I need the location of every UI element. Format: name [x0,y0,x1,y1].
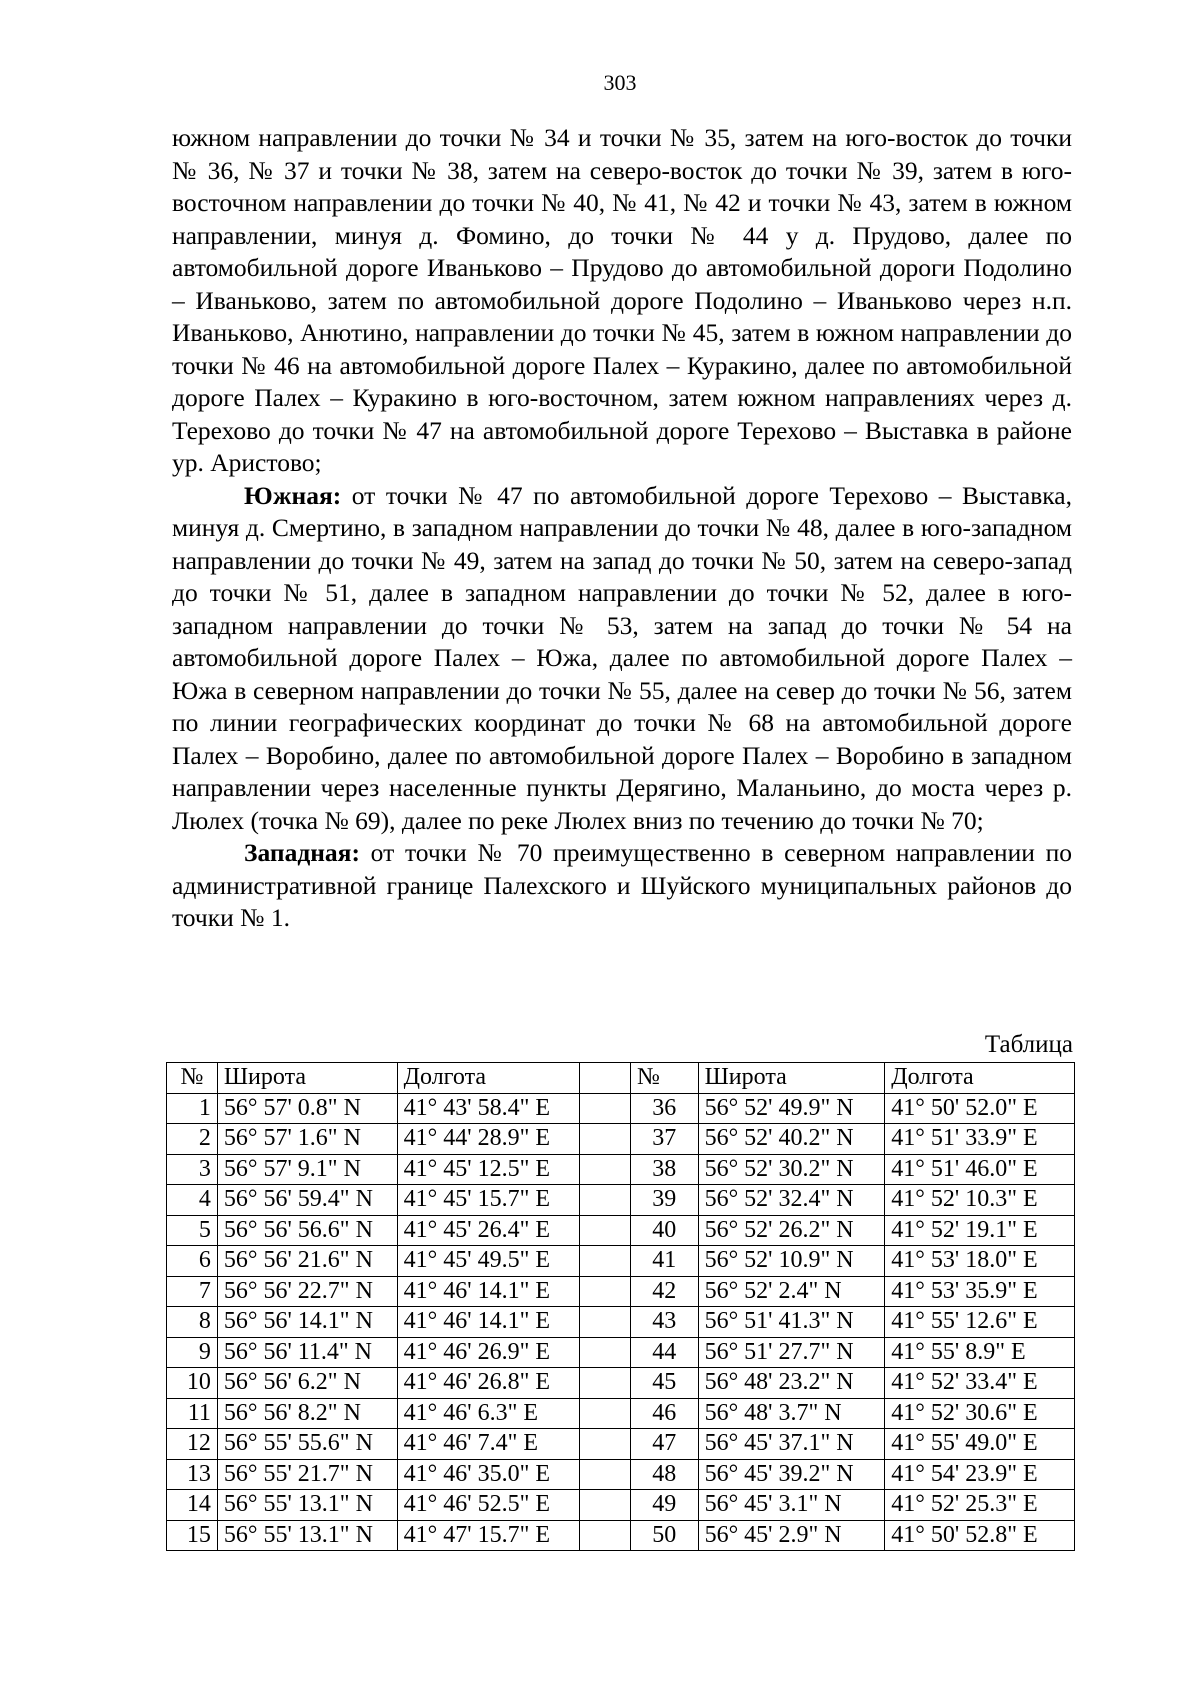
table-row [167,1215,1075,1246]
point-number-2-cell: 44 [630,1337,698,1368]
table-caption: Таблица [984,1031,1073,1058]
longitude-cell: 41° 44' 28.9" E [397,1124,580,1155]
paragraph-continuation [172,122,1072,480]
latitude-2-cell: 56° 45' 37.1" N [698,1429,885,1460]
longitude-2-cell: 41° 50' 52.8" E [885,1520,1075,1551]
header-longitude: Долгота [397,1063,580,1094]
point-number-cell: 6 [167,1246,218,1277]
longitude-cell: 41° 43' 58.4" E [397,1093,580,1124]
spacer-cell [580,1185,631,1216]
latitude-cell: 56° 56' 59.4" N [217,1185,397,1216]
point-number-cell: 1 [167,1093,218,1124]
point-number-2-cell: 40 [630,1215,698,1246]
spacer-cell [580,1337,631,1368]
longitude-cell: 41° 46' 35.0" E [397,1459,580,1490]
longitude-cell: 41° 47' 15.7" E [397,1520,580,1551]
longitude-cell: 41° 46' 7.4" E [397,1429,580,1460]
table-row [167,1337,1075,1368]
table-row [167,1459,1075,1490]
latitude-2-cell: 56° 52' 49.9" N [698,1093,885,1124]
longitude-2-cell: 41° 54' 23.9" E [885,1459,1075,1490]
longitude-2-cell: 41° 52' 30.6" E [885,1398,1075,1429]
spacer-cell [580,1276,631,1307]
paragraph-western-boundary [172,837,1072,935]
latitude-cell: 56° 57' 0.8" N [217,1093,397,1124]
latitude-2-cell: 56° 51' 27.7" N [698,1337,885,1368]
document-body [172,122,1072,935]
latitude-2-cell: 56° 48' 23.2" N [698,1368,885,1399]
spacer-cell [580,1520,631,1551]
point-number-cell: 4 [167,1185,218,1216]
section-heading-southern: Южная: [244,480,342,510]
longitude-2-cell: 41° 52' 10.3" E [885,1185,1075,1216]
longitude-cell: 41° 45' 15.7" E [397,1185,580,1216]
table-row [167,1246,1075,1277]
paragraph-southern-boundary [172,480,1072,838]
point-number-cell: 14 [167,1490,218,1521]
spacer-cell [580,1154,631,1185]
longitude-cell: 41° 46' 26.8" E [397,1368,580,1399]
longitude-2-cell: 41° 55' 8.9" E [885,1337,1075,1368]
latitude-2-cell: 56° 45' 2.9" N [698,1520,885,1551]
longitude-cell: 41° 45' 26.4" E [397,1215,580,1246]
table-row [167,1520,1075,1551]
paragraph-text: от точки № 70 преимущественно в северном направлении по административной границе Палехского и Шуйского муниципальных районов до точки № 1. [172,838,1072,932]
header-latitude: Широта [217,1063,397,1094]
paragraph-text: южном направлении до точки № 34 и точки № 35, затем на юго-восток до точки № 36, № 37 и точки № 38, затем на северо-восток до точки № 39, затем в юго-восточном направлении до точки № 40, № 41, № 42 и точки № 43, затем в южном направлении, минуя д. Фомино, до точки № 44 у д. Прудово, далее по автомобильной дороге Иваньково – Прудово до автомобильной дороги Подолино – Иваньково, затем по автомобильной дороге Подолино – Иваньково через н.п. Иваньково, Анютино, направлении до точки № 45, затем в южном направлении до точки № 46 на автомобильной дороге Палех – Куракино, далее по автомобильной дороге Палех – Куракино в юго-восточном, затем южном направлениях через д. Терехово до точки № 47 на автомобильной дороге Терехово – Выставка в районе ур. Аристово; [172,123,1072,477]
latitude-cell: 56° 56' 56.6" N [217,1215,397,1246]
header-longitude-2: Долгота [885,1063,1075,1094]
longitude-cell: 41° 45' 49.5" E [397,1246,580,1277]
table-row [167,1185,1075,1216]
point-number-2-cell: 43 [630,1307,698,1338]
table-row [167,1429,1075,1460]
spacer-cell [580,1429,631,1460]
longitude-2-cell: 41° 52' 33.4" E [885,1368,1075,1399]
table-row [167,1307,1075,1338]
latitude-cell: 56° 56' 11.4" N [217,1337,397,1368]
point-number-cell: 10 [167,1368,218,1399]
longitude-2-cell: 41° 50' 52.0" E [885,1093,1075,1124]
latitude-cell: 56° 56' 8.2" N [217,1398,397,1429]
point-number-2-cell: 49 [630,1490,698,1521]
point-number-cell: 2 [167,1124,218,1155]
point-number-2-cell: 42 [630,1276,698,1307]
latitude-cell: 56° 57' 1.6" N [217,1124,397,1155]
point-number-2-cell: 41 [630,1246,698,1277]
point-number-2-cell: 48 [630,1459,698,1490]
point-number-2-cell: 50 [630,1520,698,1551]
latitude-2-cell: 56° 45' 39.2" N [698,1459,885,1490]
spacer-cell [580,1368,631,1399]
latitude-cell: 56° 56' 21.6" N [217,1246,397,1277]
spacer-cell [580,1398,631,1429]
point-number-cell: 15 [167,1520,218,1551]
header-number-2: № [630,1063,698,1094]
longitude-2-cell: 41° 55' 12.6" E [885,1307,1075,1338]
point-number-2-cell: 46 [630,1398,698,1429]
latitude-2-cell: 56° 52' 26.2" N [698,1215,885,1246]
table-body [167,1093,1075,1551]
latitude-2-cell: 56° 52' 32.4" N [698,1185,885,1216]
header-latitude-2: Широта [698,1063,885,1094]
latitude-cell: 56° 56' 6.2" N [217,1368,397,1399]
spacer-cell [580,1307,631,1338]
longitude-cell: 41° 46' 14.1" E [397,1307,580,1338]
longitude-2-cell: 41° 51' 33.9" E [885,1124,1075,1155]
spacer-cell [580,1124,631,1155]
point-number-cell: 7 [167,1276,218,1307]
spacer-cell [580,1215,631,1246]
latitude-2-cell: 56° 51' 41.3" N [698,1307,885,1338]
longitude-2-cell: 41° 55' 49.0" E [885,1429,1075,1460]
table-row [167,1368,1075,1399]
point-number-2-cell: 39 [630,1185,698,1216]
latitude-cell: 56° 55' 21.7" N [217,1459,397,1490]
latitude-2-cell: 56° 45' 3.1" N [698,1490,885,1521]
longitude-2-cell: 41° 52' 19.1" E [885,1215,1075,1246]
point-number-cell: 9 [167,1337,218,1368]
longitude-cell: 41° 46' 14.1" E [397,1276,580,1307]
latitude-cell: 56° 55' 55.6" N [217,1429,397,1460]
latitude-2-cell: 56° 52' 2.4" N [698,1276,885,1307]
point-number-2-cell: 36 [630,1093,698,1124]
spacer-cell [580,1490,631,1521]
latitude-cell: 56° 56' 14.1" N [217,1307,397,1338]
point-number-cell: 3 [167,1154,218,1185]
header-number: № [167,1063,218,1094]
longitude-2-cell: 41° 52' 25.3" E [885,1490,1075,1521]
longitude-cell: 41° 45' 12.5" E [397,1154,580,1185]
point-number-cell: 8 [167,1307,218,1338]
coordinates-table [166,1062,1075,1551]
section-heading-western: Западная: [244,838,360,867]
latitude-cell: 56° 55' 13.1" N [217,1520,397,1551]
longitude-cell: 41° 46' 6.3" E [397,1398,580,1429]
latitude-2-cell: 56° 52' 10.9" N [698,1246,885,1277]
point-number-2-cell: 47 [630,1429,698,1460]
table-header-row [167,1063,1075,1094]
longitude-cell: 41° 46' 26.9" E [397,1337,580,1368]
latitude-2-cell: 56° 52' 30.2" N [698,1154,885,1185]
point-number-2-cell: 37 [630,1124,698,1155]
table-row [167,1154,1075,1185]
paragraph-text: от точки № 47 по автомобильной дороге Терехово – Выставка, минуя д. Смертино, в западном направлении до точки № 48, далее в юго-западном направлении до точки № 49, затем на запад до точки № 50, затем на северо-запад до точки № 51, далее в западном направлении до точки № 52, далее в юго-западном направлении до точки № 53, затем на запад до точки № 54 на автомобильной дороге Палех – Южа, далее по автомобильной дороге Палех – Южа в северном направлении до точки № 55, далее на север до точки № 56, затем по линии географических координат до точки № 68 на автомобильной дороге Палех – Воробино, далее по автомобильной дороге Палех – Воробино в западном направлении через населенные пункты Дерягино, Маланьино, до моста через р. Люлех (точка № 69), далее по реке Люлех вниз по течению до точки № 70; [172,480,1072,835]
table-row [167,1276,1075,1307]
longitude-2-cell: 41° 53' 35.9" E [885,1276,1075,1307]
latitude-cell: 56° 57' 9.1" N [217,1154,397,1185]
page-number: 303 [603,70,637,95]
longitude-2-cell: 41° 51' 46.0" E [885,1154,1075,1185]
latitude-2-cell: 56° 52' 40.2" N [698,1124,885,1155]
point-number-2-cell: 38 [630,1154,698,1185]
point-number-cell: 5 [167,1215,218,1246]
point-number-cell: 12 [167,1429,218,1460]
table-row [167,1398,1075,1429]
longitude-2-cell: 41° 53' 18.0" E [885,1246,1075,1277]
table-row [167,1490,1075,1521]
spacer-cell [580,1459,631,1490]
header-spacer [580,1063,631,1094]
longitude-cell: 41° 46' 52.5" E [397,1490,580,1521]
latitude-cell: 56° 56' 22.7" N [217,1276,397,1307]
latitude-2-cell: 56° 48' 3.7" N [698,1398,885,1429]
point-number-2-cell: 45 [630,1368,698,1399]
table-row [167,1093,1075,1124]
table-row [167,1124,1075,1155]
spacer-cell [580,1093,631,1124]
point-number-cell: 11 [167,1398,218,1429]
latitude-cell: 56° 55' 13.1" N [217,1490,397,1521]
point-number-cell: 13 [167,1459,218,1490]
spacer-cell [580,1246,631,1277]
